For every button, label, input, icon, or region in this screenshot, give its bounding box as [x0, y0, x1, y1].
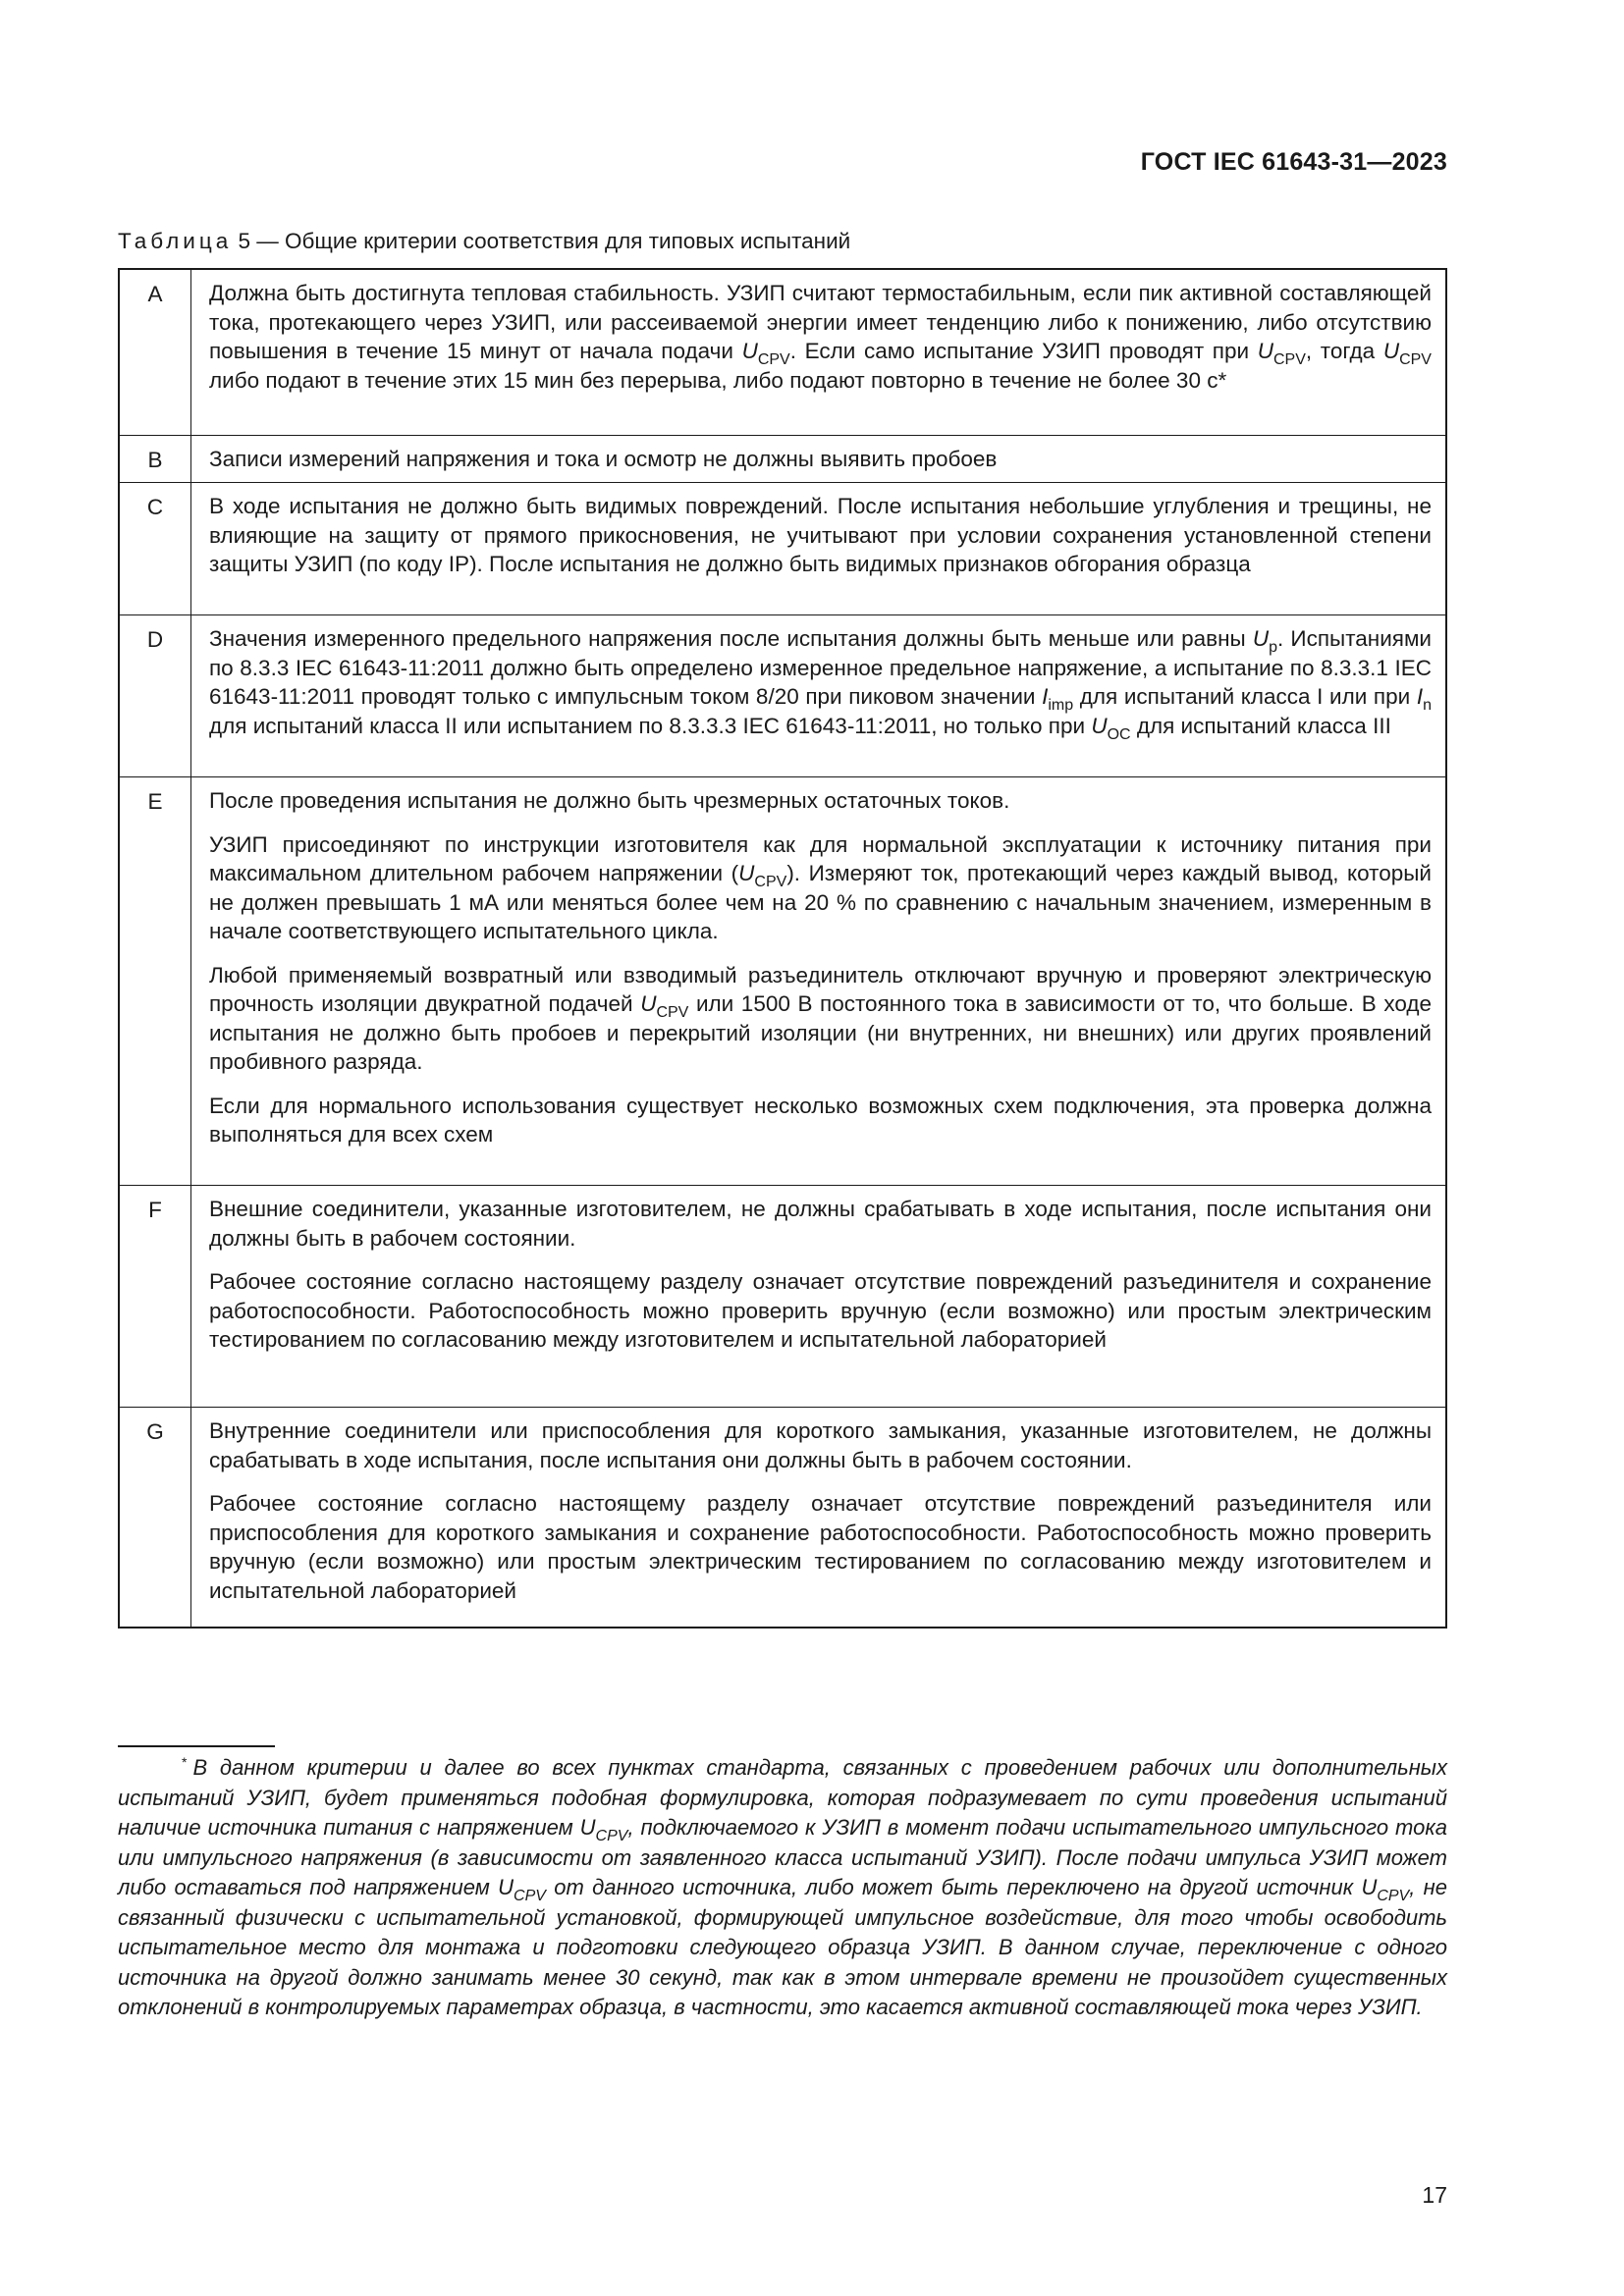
criterion-paragraph: Записи измерений напряжения и тока и осмотр не должны выявить пробоев: [209, 446, 998, 471]
table-row: [119, 269, 1446, 435]
criterion-paragraph: В ходе испытания не должно быть видимых повреждений. После испытания небольшие углубления и трещины, не влияющие на защиту от прямого прикосновения, не учитывают при условии сохранения установленной степени защиты УЗИП (по коду IP). После испытания не должно быть видимых признаков обгорания образца: [209, 494, 1432, 576]
criterion-paragraph: Рабочее состояние согласно настоящему разделу означает отсутствие повреждений разъединителя и сохранение работоспособности. Работоспособность можно проверить вручную (если возможно) или простым электрическим тестированием по согласованию между изготовителем и испытательной лабораторией: [209, 1269, 1432, 1352]
table-row: [119, 435, 1446, 483]
criterion-paragraph: После проведения испытания не должно быть чрезмерных остаточных токов.: [209, 788, 1010, 813]
standard-designation: ГОСТ IEC 61643-31—2023: [1140, 148, 1447, 176]
criterion-text: [191, 1408, 1447, 1628]
table-row: [119, 777, 1446, 1186]
page-number: 17: [1422, 2182, 1447, 2208]
criterion-paragraph: Рабочее состояние согласно настоящему разделу означает отсутствие повреждений разъединителя или приспособления для короткого замыкания и сохранение работоспособности. Работоспособность можно проверить вручную (если возможно) или простым электрическим тестированием по согласованию между изготовителем и испытательной лабораторией: [209, 1491, 1432, 1603]
criterion-text: [191, 1186, 1447, 1408]
criterion-paragraph: Внутренние соединители или приспособления для короткого замыкания, указанные изготовителем, не должны срабатывать в ходе испытания, после испытания они должны быть в рабочем состоянии.: [209, 1418, 1432, 1472]
table-caption-title: — Общие критерии соответствия для типовых испытаний: [256, 229, 851, 253]
criteria-table: [118, 268, 1447, 1629]
footnote: * В данном критерии и далее во всех пунктах стандарта, связанных с проведением рабочих или дополнительных испытаний УЗИП, будет применяться подобная формулировка, которая подразумевает по сути проведения испытаний наличие источника питания с напряжением $U_{CPV}$, подключаемого к УЗИП в момент подачи испытательного импульсного тока или импульсного напряжения (в зависимости от заявленного класса испытаний УЗИП). После подачи импульса УЗИП может либо оставаться под напряжением $U_{CPV}$ от данного источника, либо может быть переключено на другой источник $U_{CPV}$, не связанный физически с испытательной установкой, формирующей импульсное воздействие, для того чтобы освободить испытательное место для монтажа и подготовки следующего образца УЗИП. В данном случае, переключение с одного источника на другой должно занимать менее 30 секунд, так как в этом интервале времени не произойдет существенных отклонений в контролируемых параметрах образца, в частности, это касается активной составляющей тока через УЗИП.: [118, 1754, 1447, 2019]
table-caption-word: Таблица: [118, 229, 233, 253]
criterion-paragraph: Должна быть достигнута тепловая стабильность. УЗИП считают термостабильным, если пик активной составляющей тока, протекающего через УЗИП, или рассеиваемой энергии имеет тенденцию либо к понижению, либо отсутствию повышения в течение 15 минут от начала подачи $U_{CPV}$. Если само испытание УЗИП проводят при $U_{CPV}$, тогда $U_{CPV}$ либо подают в течение этих 15 мин без перерыва, либо подают повторно в течение не более 30 с*: [209, 281, 1432, 393]
table-row: [119, 1408, 1446, 1628]
footnote-divider: [118, 1745, 275, 1747]
criterion-paragraph: Значения измеренного предельного напряжения после испытания должны быть меньше или равны $U_p$. Испытаниями по 8.3.3 IEC 61643-11:2011 должно быть определено измеренное предельное напряжение, а испытание по 8.3.3.1 IEC 61643-11:2011 проводят только с импульсным током 8/20 при пиковом значении $I_{imp}$ для испытаний класса I или при $I_n$ для испытаний класса II или испытанием по 8.3.3.3 IEC 61643-11:2011, но только при $U_{OC}$ для испытаний класса III: [209, 626, 1432, 743]
criterion-text: [191, 615, 1447, 777]
criterion-letter: A: [119, 269, 191, 435]
table-row: [119, 483, 1446, 615]
criterion-text: [191, 777, 1447, 1186]
criterion-paragraph: УЗИП присоединяют по инструкции изготовителя как для нормальной эксплуатации к источнику питания при максимальном длительном рабочем напряжении $(U_{CPV})$. Измеряют ток, протекающий через каждый вывод, который не должен превышать 1 мА или меняться более чем на 20 % по сравнению с начальным значением, измеренным в начале соответствующего испытательного цикла.: [209, 831, 1432, 943]
criterion-text: [191, 483, 1447, 615]
criterion-paragraph: Внешние соединители, указанные изготовителем, не должны срабатывать в ходе испытания, после испытания они должны быть в рабочем состоянии.: [209, 1197, 1432, 1251]
criterion-letter: E: [119, 777, 191, 1186]
criterion-letter: D: [119, 615, 191, 777]
criterion-text: [191, 435, 1447, 483]
table-caption-number: 5: [238, 229, 251, 253]
criterion-letter: C: [119, 483, 191, 615]
criterion-letter: G: [119, 1408, 191, 1628]
criterion-paragraph: Любой применяемый возвратный или взводимый разъединитель отключают вручную и проверяют электрическую прочность изоляции двукратной подачей $U_{CPV}$ или 1500 В постоянного тока в зависимости от то, что больше. В ходе испытания не должно быть пробоев и перекрытий изоляции (ни внутренних, ни внешних) или других проявлений пробивного разряда.: [209, 962, 1432, 1074]
criterion-letter: F: [119, 1186, 191, 1408]
criterion-text: [191, 269, 1447, 435]
table-row: [119, 1186, 1446, 1408]
footnote-marker: *: [182, 1754, 188, 1770]
criterion-letter: B: [119, 435, 191, 483]
table-caption: [118, 229, 850, 254]
table-row: [119, 615, 1446, 777]
criterion-paragraph: Если для нормального использования существует несколько возможных схем подключения, эта проверка должна выполняться для всех схем: [209, 1093, 1432, 1147]
